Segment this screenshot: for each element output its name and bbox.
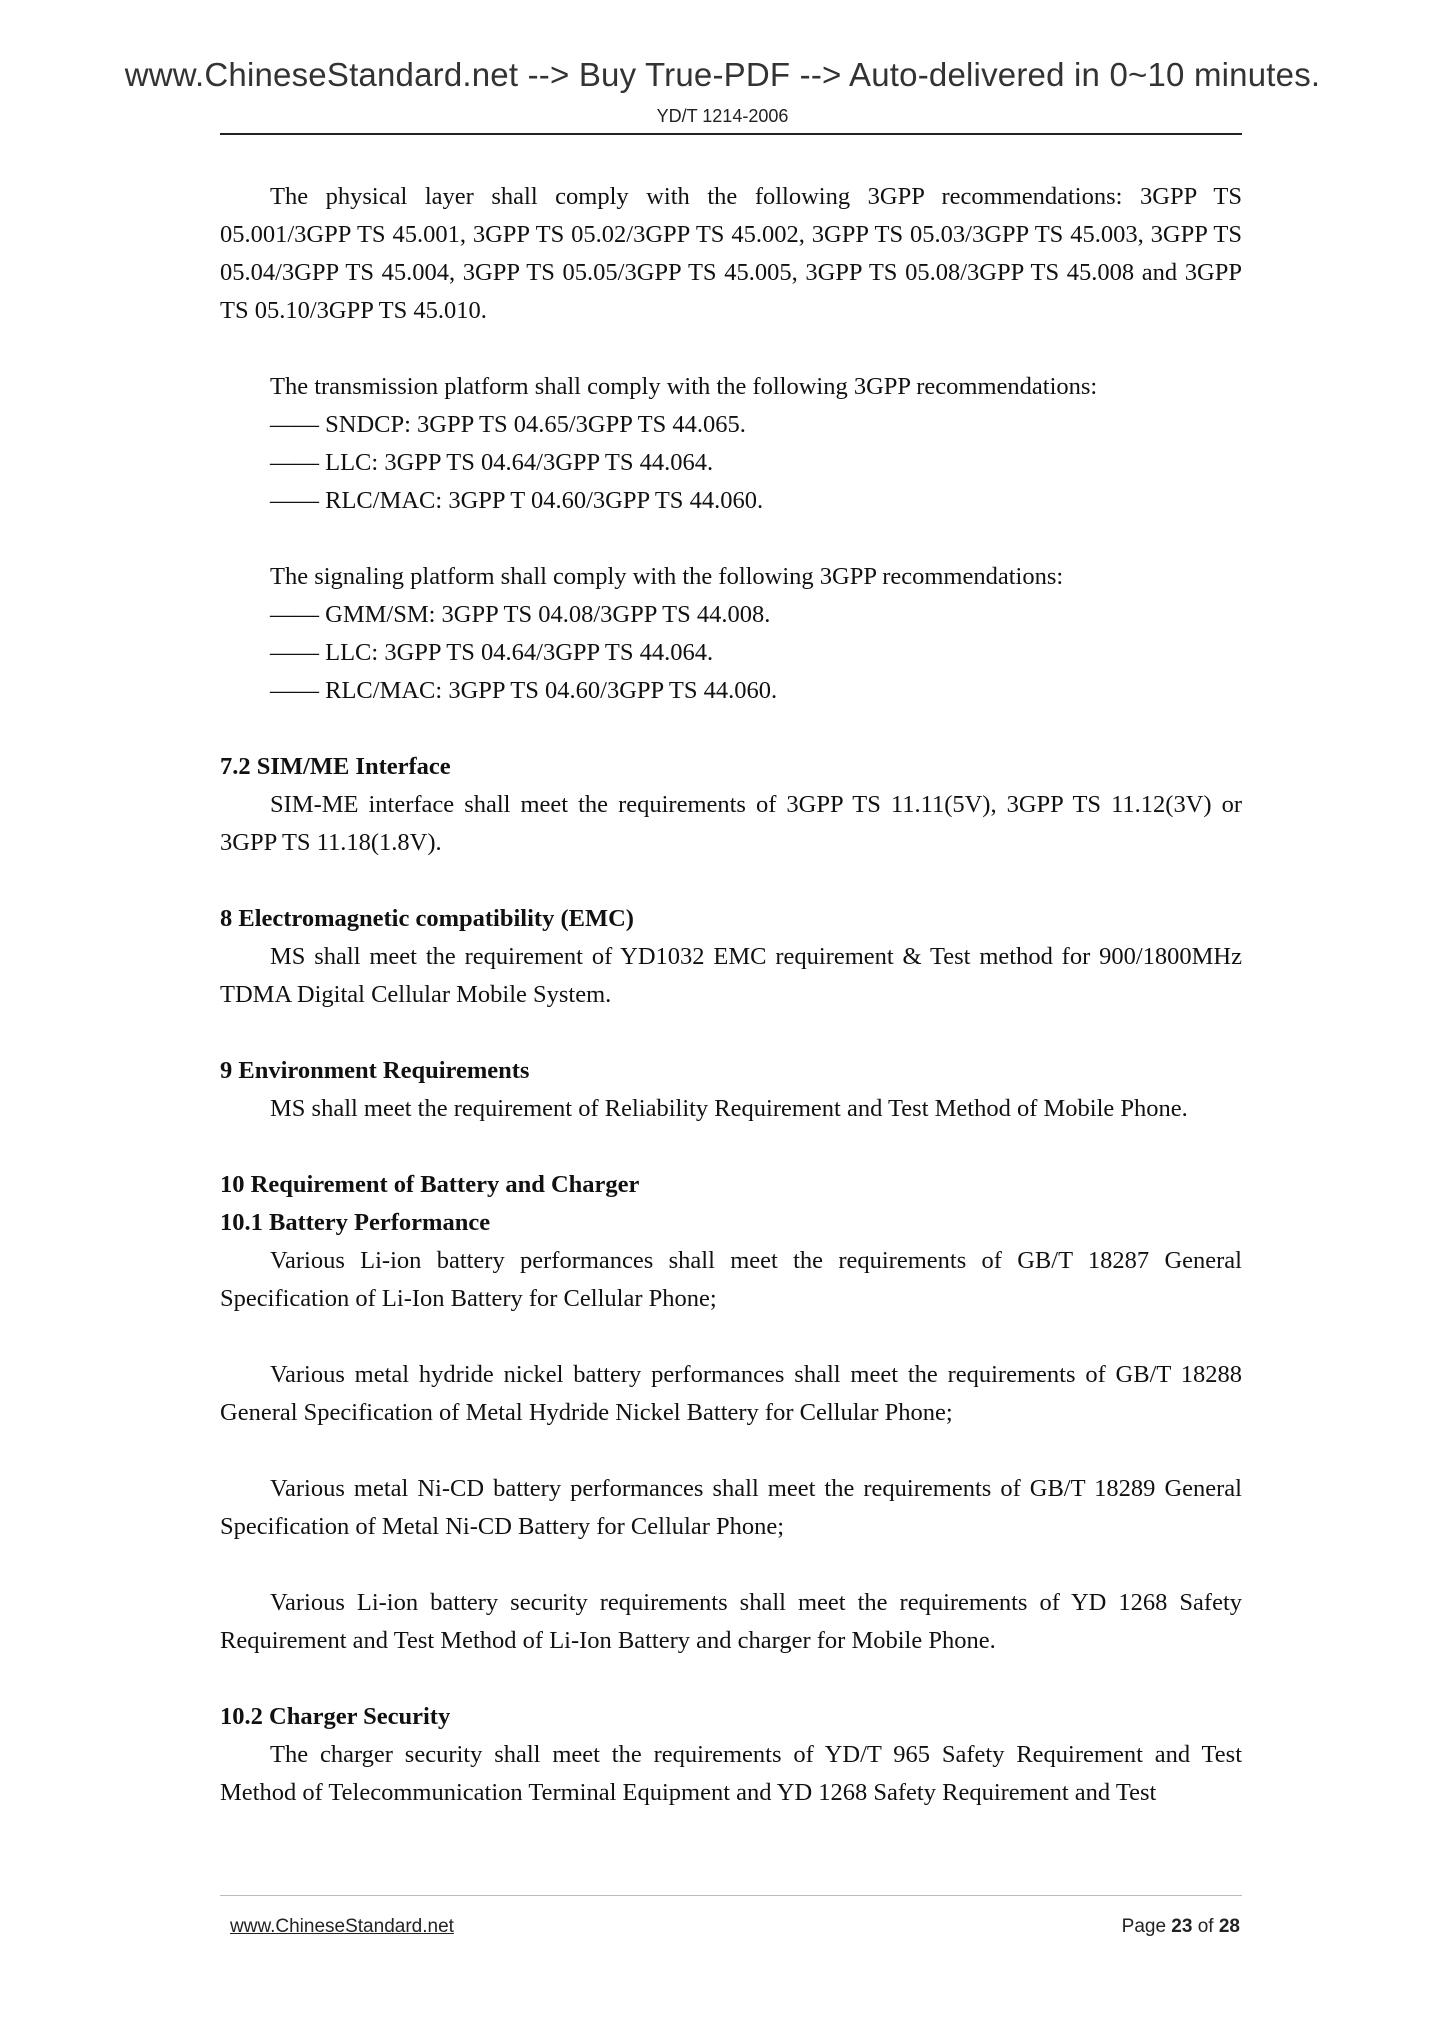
- page-content: [220, 178, 1242, 1812]
- emc-paragraph: MS shall meet the requirement of YD1032 EMC requirement & Test method for 900/1800MHz TDMA Digital Cellular Mobile System.: [220, 943, 1242, 1008]
- section-heading: 7.2 SIM/ME Interface: [220, 753, 451, 780]
- battery-paragraph: Various Li-ion battery performances shall meet the requirements of GB/T 18287 General Specification of Li-Ion Battery for Cellular Phone;: [220, 1247, 1242, 1312]
- page-current: 23: [1171, 1916, 1193, 1937]
- section-heading: 10 Requirement of Battery and Charger: [220, 1171, 640, 1198]
- list-item: —— LLC: 3GPP TS 04.64/3GPP TS 44.064.: [270, 449, 714, 476]
- section-heading: 10.2 Charger Security: [220, 1703, 451, 1730]
- document-code: YD/T 1214-2006: [656, 106, 789, 126]
- environment-paragraph: MS shall meet the requirement of Reliability Requirement and Test Method of Mobile Phone.: [270, 1095, 1188, 1122]
- list-item: —— RLC/MAC: 3GPP TS 04.60/3GPP TS 44.060.: [270, 677, 778, 704]
- section-heading: 8 Electromagnetic compatibility (EMC): [220, 905, 634, 932]
- charger-paragraph: The charger security shall meet the requirements of YD/T 965 Safety Requirement and Test Method of Telecommunication Terminal Equipment and YD 1268 Safety Requirement and Test: [220, 1741, 1242, 1806]
- header-divider: [220, 133, 1242, 135]
- battery-paragraph: Various metal hydride nickel battery performances shall meet the requirements of GB/T 18288 General Specification of Metal Hydride Nickel Battery for Cellular Phone;: [220, 1361, 1242, 1426]
- list-item: —— GMM/SM: 3GPP TS 04.08/3GPP TS 44.008.: [270, 601, 771, 628]
- section-heading: 9 Environment Requirements: [220, 1057, 530, 1084]
- footer-site-link[interactable]: www.ChineseStandard.net: [230, 1916, 454, 1937]
- battery-paragraph: Various metal Ni-CD battery performances shall meet the requirements of GB/T 18289 General Specification of Metal Ni-CD Battery for Cellular Phone;: [220, 1475, 1242, 1540]
- list-item: —— LLC: 3GPP TS 04.64/3GPP TS 44.064.: [270, 639, 714, 666]
- physical-layer-paragraph: The physical layer shall comply with the following 3GPP recommendations: 3GPP TS 05.001/3GPP TS 45.001, 3GPP TS 05.02/3GPP TS 45.002, 3GPP TS 05.03/3GPP TS 45.003, 3GPP TS 05.04/3GPP TS 45.004, 3GPP TS 05.05/3GPP TS 45.005, 3GPP TS 05.08/3GPP TS 45.008 and 3GPP TS 05.10/3GPP TS 45.010.: [220, 183, 1242, 324]
- list-item: —— RLC/MAC: 3GPP T 04.60/3GPP TS 44.060.: [270, 487, 764, 514]
- page-of: of: [1197, 1916, 1214, 1937]
- page-total: 28: [1218, 1916, 1240, 1937]
- source-banner: www.ChineseStandard.net --> Buy True-PDF --> Auto-delivered in 0~10 minutes.: [124, 56, 1321, 93]
- page-label: Page: [1121, 1916, 1167, 1937]
- list-item: —— SNDCP: 3GPP TS 04.65/3GPP TS 44.065.: [270, 411, 746, 438]
- sim-me-paragraph: SIM-ME interface shall meet the requirements of 3GPP TS 11.11(5V), 3GPP TS 11.12(3V) or 3GPP TS 11.18(1.8V).: [220, 791, 1242, 856]
- footer-divider: [220, 1895, 1242, 1896]
- section-heading: 10.1 Battery Performance: [220, 1209, 491, 1236]
- battery-paragraph: Various Li-ion battery security requirements shall meet the requirements of YD 1268 Safety Requirement and Test Method of Li-Ion Battery and charger for Mobile Phone.: [220, 1589, 1242, 1654]
- transmission-intro: The transmission platform shall comply with the following 3GPP recommendations:: [270, 373, 1098, 400]
- page-number: [1122, 1916, 1240, 1938]
- signaling-intro: The signaling platform shall comply with the following 3GPP recommendations:: [270, 563, 1064, 590]
